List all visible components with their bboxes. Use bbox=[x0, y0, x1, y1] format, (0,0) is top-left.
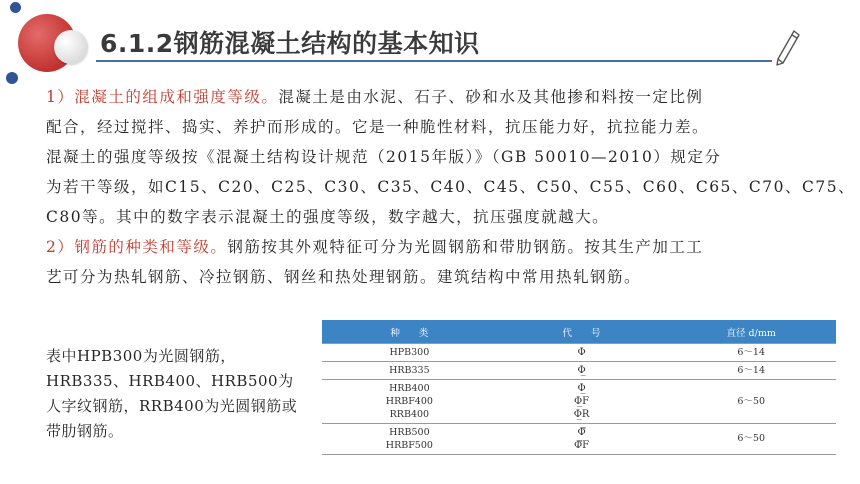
section2-heading: 2）钢筋的种类和等级。 bbox=[46, 238, 228, 256]
section1-line-4: 为若干等级，如C15、C20、C25、C30、C35、C40、C45、C50、C55、C60、C65、C70、C75、 bbox=[46, 178, 856, 196]
cell-type: HRB335 bbox=[322, 362, 497, 380]
cell-diameter: 6～14 bbox=[666, 362, 836, 380]
cell-code: Φ̲ Φ̲F Φ̲R bbox=[497, 380, 667, 424]
cell-type: HRB500 HRBF500 bbox=[322, 424, 497, 455]
decor-circle-gray bbox=[54, 30, 88, 64]
section2-line-2: 艺可分为热轧钢筋、冷拉钢筋、钢丝和热处理钢筋。建筑结构中常用热轧钢筋。 bbox=[46, 268, 642, 286]
cell-code: Φ̲ bbox=[497, 362, 667, 380]
section1-line-5: C80等。其中的数字表示混凝土的强度等级，数字越大，抗压强度就越大。 bbox=[46, 208, 610, 226]
title-underline bbox=[96, 60, 772, 62]
decor-dot-blue-bottom bbox=[6, 72, 18, 84]
header-type: 种 类 bbox=[322, 320, 497, 344]
body-paragraphs bbox=[46, 82, 856, 292]
cell-diameter: 6～50 bbox=[666, 380, 836, 424]
rebar-table bbox=[322, 320, 836, 455]
section1-line-2: 配合，经过搅拌、捣实、养护而形成的。它是一种脆性材料，抗压能力好，抗拉能力差。 bbox=[46, 118, 710, 136]
cell-diameter: 6～14 bbox=[666, 344, 836, 362]
cell-diameter: 6～50 bbox=[666, 424, 836, 455]
table-header-row bbox=[322, 320, 836, 344]
table-row bbox=[322, 344, 836, 362]
table-row bbox=[322, 380, 836, 424]
table-row bbox=[322, 362, 836, 380]
pencil-icon bbox=[772, 28, 802, 68]
section2-line-1: 2）钢筋的种类和等级。钢筋按其外观特征可分为光圆钢筋和带肋钢筋。按其生产加工工 bbox=[46, 238, 704, 256]
section1-line-3: 混凝土的强度等级按《混凝土结构设计规范（2015年版）》（GB 50010—2010）规定分 bbox=[46, 148, 722, 166]
page-title: 6.1.2钢筋混凝土结构的基本知识 bbox=[100, 29, 480, 58]
header-code: 代 号 bbox=[497, 320, 667, 344]
section1-line-1: 1）混凝土的组成和强度等级。混凝土是由水泥、石子、砂和水及其他掺和料按一定比例 bbox=[46, 88, 704, 106]
table-note: 表中HPB300为光圆钢筋，HRB335、HRB400、HRB500为人字纹钢筋，RRB400为光圆钢筋或带肋钢筋。 bbox=[46, 347, 298, 440]
section1-heading: 1）混凝土的组成和强度等级。 bbox=[46, 88, 279, 106]
cell-type: HPB300 bbox=[322, 344, 497, 362]
table-row bbox=[322, 424, 836, 455]
cell-code: Φ bbox=[497, 344, 667, 362]
cell-type: HRB400 HRBF400 RRB400 bbox=[322, 380, 497, 424]
cell-code: Φ̿ Φ̿F bbox=[497, 424, 667, 455]
decor-dot-blue-top bbox=[10, 2, 21, 13]
header-diameter: 直径 d/mm bbox=[666, 320, 836, 344]
